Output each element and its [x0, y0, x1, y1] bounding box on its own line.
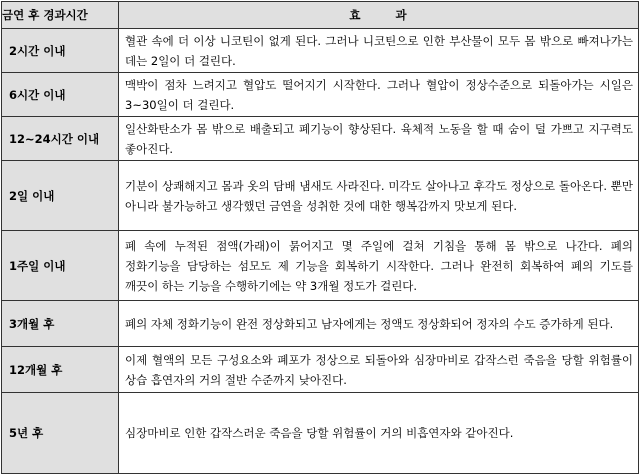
- time-cell: 12~24시간 이내: [2, 117, 119, 161]
- effect-cell: 폐의 자체 정화기능이 완전 정상화되고 남자에게는 정액도 정상화되어 정자의 수도 증가하게 된다.: [119, 301, 639, 347]
- time-cell: 5년 후: [2, 393, 119, 474]
- table-row: [2, 161, 639, 231]
- table-row: [2, 347, 639, 393]
- effect-cell: 기분이 상쾌해지고 몸과 옷의 담배 냄새도 사라진다. 미각도 살아나고 후각도 정상으로 돌아온다. 뿐만 아니라 불가능하고 생각했던 금연을 성취한 것에 대한 행복감까지 맛보게 된다.: [119, 161, 639, 231]
- effect-cell: 폐 속에 누적된 점액(가래)이 묽어지고 몇 주일에 걸쳐 기침을 통해 몸 밖으로 나간다. 폐의 정화기능을 담당하는 섬모도 제 기능을 회복하기 시작한다. 그러나 완전히 회복하여 폐의 기도를 깨끗이 하는 기능을 수행하기에는 약 3개월 정도가 걸린다.: [119, 231, 639, 301]
- header-effect-char-1: 효: [349, 8, 362, 22]
- time-cell: 3개월 후: [2, 301, 119, 347]
- table-row: [2, 393, 639, 474]
- table-header-row: [2, 2, 639, 29]
- effect-cell: 이제 혈액의 모든 구성요소와 폐포가 정상으로 되돌아와 심장마비로 갑작스런 죽음을 당할 위험률이 상습 흡연자의 거의 절반 수준까지 낮아진다.: [119, 347, 639, 393]
- table-row: [2, 73, 639, 117]
- table-row: [2, 117, 639, 161]
- table-row: [2, 231, 639, 301]
- time-cell: 2일 이내: [2, 161, 119, 231]
- effect-cell: 심장마비로 인한 갑작스러운 죽음을 당할 위험률이 거의 비흡연자와 같아진다.: [119, 393, 639, 474]
- time-cell: 1주일 이내: [2, 231, 119, 301]
- effect-cell: 맥박이 점차 느려지고 혈압도 떨어지기 시작한다. 그러나 혈압이 정상수준으로 되돌아가는 시일은 3~30일이 더 걸린다.: [119, 73, 639, 117]
- time-cell: 2시간 이내: [2, 29, 119, 73]
- time-cell: 12개월 후: [2, 347, 119, 393]
- header-effect-char-2: 과: [395, 8, 408, 22]
- header-effect: [119, 2, 639, 29]
- header-time-elapsed: 금연 후 경과시간: [2, 2, 119, 29]
- effect-cell: 일산화탄소가 몸 밖으로 배출되고 폐기능이 향상된다. 육체적 노동을 할 때 숨이 덜 가쁘고 지구력도 좋아진다.: [119, 117, 639, 161]
- effect-cell: 혈관 속에 더 이상 니코틴이 없게 된다. 그러나 니코틴으로 인한 부산물이 모두 몸 밖으로 빠져나가는 데는 2일이 더 걸린다.: [119, 29, 639, 73]
- table-row: [2, 301, 639, 347]
- time-cell: 6시간 이내: [2, 73, 119, 117]
- table-row: [2, 29, 639, 73]
- quit-smoking-effects-table: [1, 1, 639, 474]
